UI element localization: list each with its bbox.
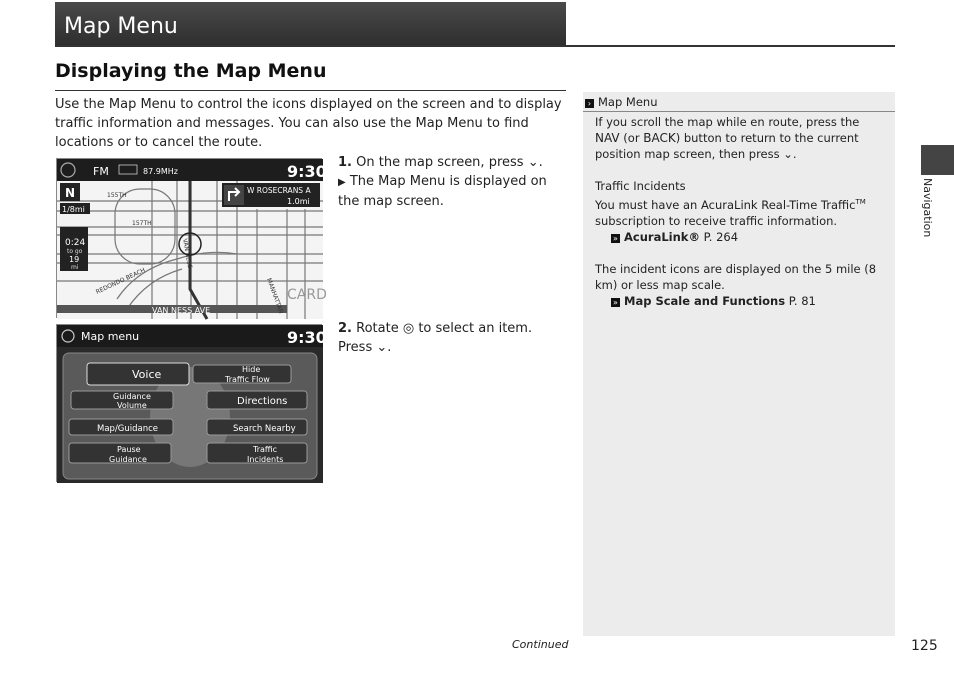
- sidebar-heading-text: Map Menu: [598, 95, 658, 109]
- traffic-text-a: You must have an AcuraLink Real-Time Traffic: [595, 197, 856, 212]
- map-label-card: CARD: [287, 287, 327, 303]
- traffic-text: [595, 194, 887, 229]
- map-label-155: 155TH: [107, 192, 127, 199]
- step-2-text-b: to select an item. Press: [338, 321, 533, 355]
- menu-map-guidance: Map/Guidance: [97, 424, 159, 434]
- step-1: 1. On the map screen, press ⌄. ▶ The Map Menu is displayed on the map screen.: [338, 153, 568, 211]
- step-1-number: 1.: [338, 155, 352, 170]
- cross-reference-icon: »: [611, 298, 620, 307]
- map-label-vanness-h: VAN NESS AVE: [152, 306, 211, 315]
- cross-reference-map-scale[interactable]: [595, 293, 887, 309]
- chapter-tab-label: Navigation: [921, 178, 934, 238]
- menu-hide-traffic-1: Hide: [242, 365, 261, 374]
- step-2-text-a: Rotate: [356, 321, 399, 336]
- back-button-label: BACK: [643, 131, 676, 145]
- section-rule: [55, 90, 566, 91]
- continued-label: Continued: [512, 638, 569, 651]
- menu-traffic-incidents-1: Traffic: [253, 445, 278, 454]
- map-label-manhattan: MANHATTAN: [265, 277, 285, 315]
- enter-button-icon: ⌄: [527, 155, 539, 170]
- map-label-157: 157TH: [132, 220, 152, 227]
- map-menu-screen-image: [56, 324, 327, 482]
- map-scale: 1/8mi: [62, 205, 85, 214]
- traffic-text-b: subscription to receive traffic information.: [595, 213, 838, 228]
- menu-pause-guidance-2: Guidance: [109, 455, 147, 464]
- map-freq: 87.9MHz: [143, 167, 178, 176]
- enter-button-icon: ⌄: [783, 147, 793, 161]
- map-eta: 0:24: [65, 238, 86, 248]
- cross-reference-icon: »: [611, 234, 620, 243]
- sidebar-paragraph-1: If you scroll the map while en route, press the NAV (or BACK) button to return to the current position map screen, then press ⌄.: [595, 115, 860, 161]
- map-miles: 19: [69, 255, 80, 264]
- sidebar-heading: [583, 92, 895, 112]
- step-1-result-text: The Map Menu is displayed on the map screen.: [338, 174, 547, 209]
- menu-guidance-volume-1: Guidance: [113, 392, 151, 401]
- result-arrow-icon: ▶: [338, 177, 346, 188]
- step-2: 2. Rotate ◎ to select an item. Press ⌄.: [338, 321, 533, 355]
- sidebar-p1-c: ) button to return to the current position map screen, then press: [595, 131, 859, 161]
- ref2-page: P. 81: [788, 293, 816, 308]
- map-screen-image: [56, 158, 327, 318]
- menu-hide-traffic-2: Traffic Flow: [225, 375, 270, 384]
- menu-pause-guidance-1: Pause: [117, 445, 141, 454]
- ref1-title: AcuraLink®: [624, 229, 700, 244]
- map-mi: mi: [71, 264, 79, 271]
- page-number: 125: [911, 638, 938, 654]
- cross-reference-acuralink[interactable]: [595, 229, 887, 245]
- menu-title: Map menu: [81, 330, 140, 343]
- step-2-number: 2.: [338, 321, 352, 336]
- intro-paragraph: Use the Map Menu to control the icons displayed on the screen and to display traffic information and messages. You can also use the Map Menu to find locations or to cancel the route.: [55, 97, 562, 150]
- menu-guidance-volume-2: Volume: [117, 401, 147, 410]
- ref2-title: Map Scale and Functions: [624, 293, 786, 308]
- menu-clock: 9:30: [287, 328, 327, 347]
- ref1-page: P. 264: [703, 229, 739, 244]
- menu-traffic-incidents-2: Incidents: [247, 455, 284, 464]
- map-clock: 9:30: [287, 162, 327, 181]
- step-1-text: On the map screen, press: [356, 155, 524, 170]
- step-1-result: [338, 172, 568, 211]
- sidebar-body: [595, 114, 887, 309]
- sidebar-p1-b: (or: [623, 131, 640, 145]
- map-to-go: to go: [67, 248, 83, 255]
- map-dist: 1.0mi: [287, 197, 310, 206]
- map-label-vanness-v: VAN NESS: [181, 238, 194, 270]
- menu-voice: Voice: [132, 368, 162, 381]
- map-label-redondo: REDONDO BEACH: [94, 266, 147, 296]
- menu-directions: Directions: [237, 396, 288, 407]
- sidebar-p1-a: If you scroll the map while en route, press the: [595, 115, 860, 129]
- title-rule: [55, 45, 895, 47]
- section-heading: Displaying the Map Menu: [55, 60, 327, 82]
- incident-text: The incident icons are displayed on the 5 mile (8 km) or less map scale.: [595, 261, 877, 292]
- chapter-tab: [921, 145, 954, 175]
- nav-button-label: NAV: [595, 131, 620, 145]
- traffic-title: Traffic Incidents: [595, 179, 686, 193]
- interface-dial-icon: ◎: [402, 321, 415, 336]
- map-street-sign: W ROSECRANS A: [247, 186, 311, 195]
- reference-arrow-icon: ›: [585, 99, 594, 108]
- trademark: TM: [855, 198, 866, 206]
- map-band: FM: [93, 165, 109, 178]
- svg-text:N: N: [65, 186, 76, 200]
- menu-search-nearby: Search Nearby: [233, 424, 296, 434]
- enter-button-icon: ⌄: [376, 340, 388, 355]
- page-title: Map Menu: [55, 2, 566, 46]
